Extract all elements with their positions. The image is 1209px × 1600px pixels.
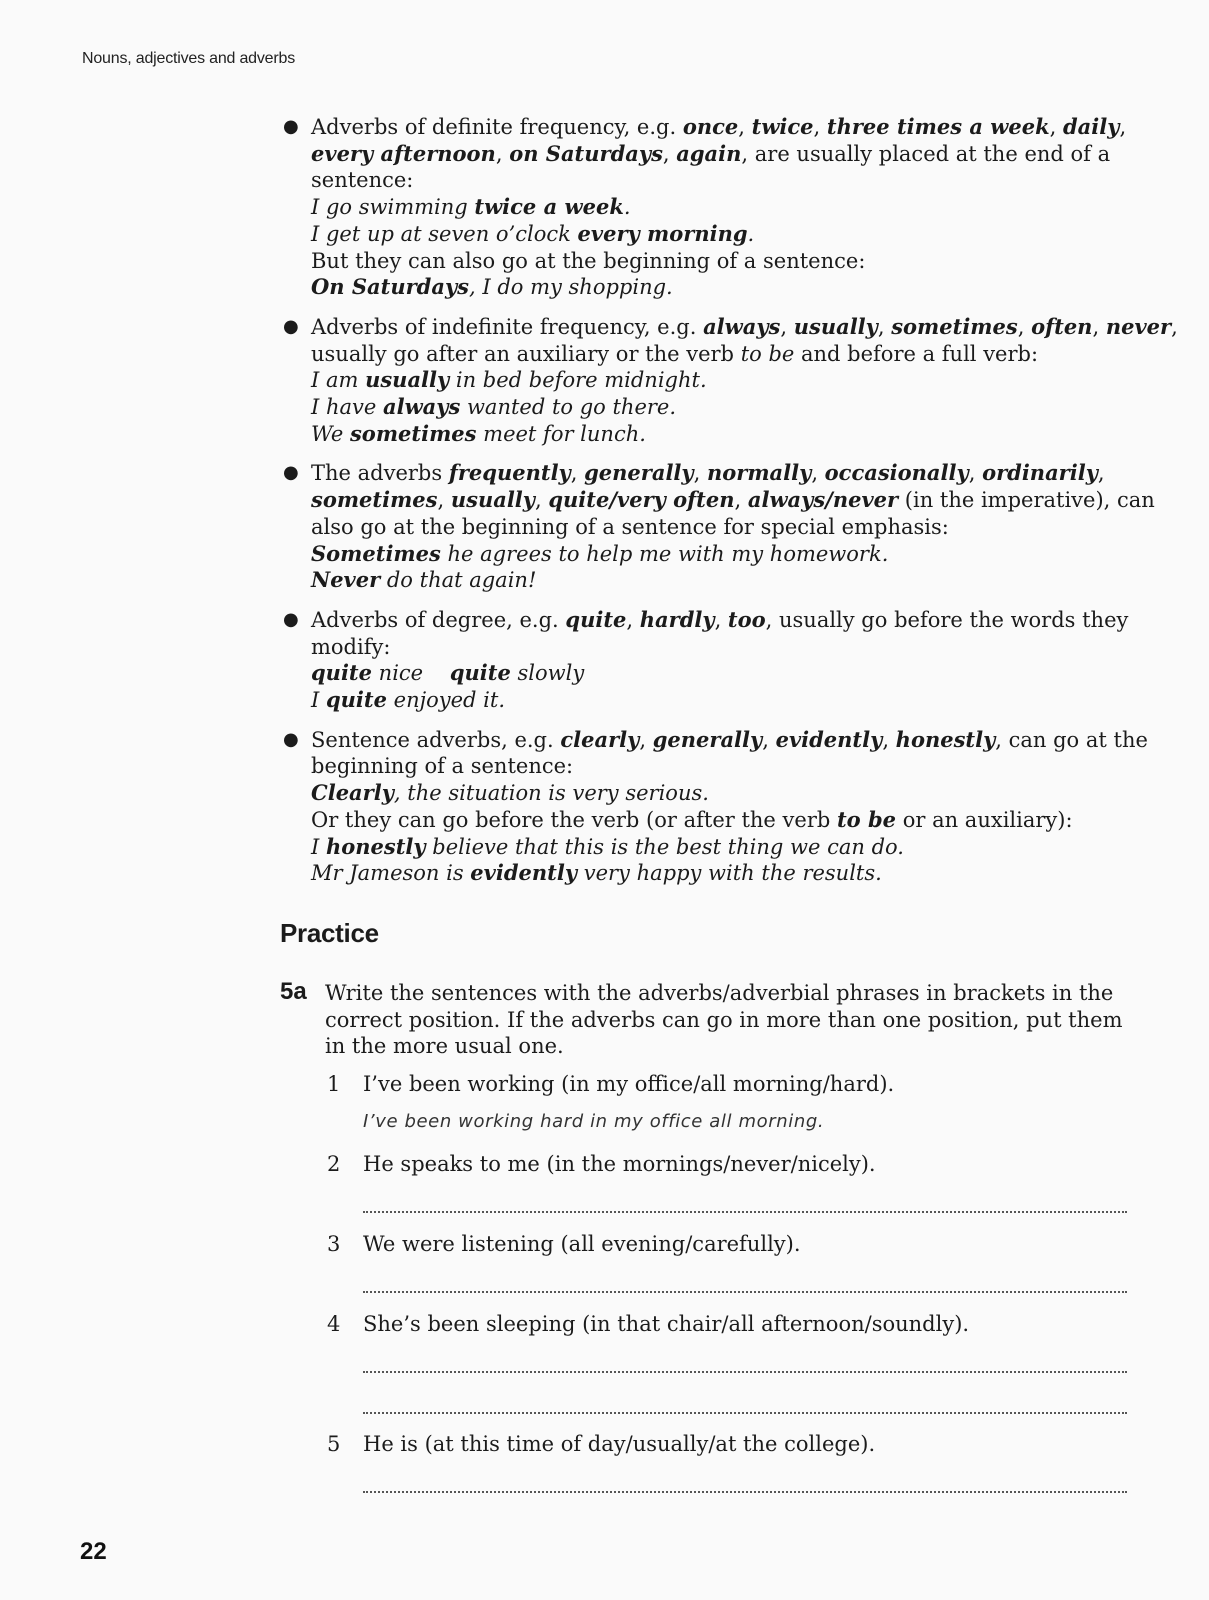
rule-text: Or they can go before the verb (or after the verb <box>311 807 837 832</box>
emphasis-text: quite <box>449 660 511 686</box>
emphasis-text: occasionally <box>824 460 969 486</box>
emphasis-text: always <box>703 313 781 339</box>
answer-line[interactable] <box>363 1211 1127 1213</box>
emphasis-text: normally <box>706 460 812 486</box>
answer-line[interactable] <box>363 1412 1127 1414</box>
emphasis-text: sometimes <box>311 487 438 513</box>
rule-text: wanted to go there. <box>460 395 677 420</box>
rule-line <box>311 753 1163 780</box>
rule-text: We <box>311 421 350 446</box>
rule-text: meet for lunch. <box>476 421 646 446</box>
emphasis-text: ordinarily <box>982 460 1098 486</box>
rule-text: , <box>639 727 653 752</box>
rule-text: I <box>311 688 326 713</box>
rule-line <box>311 341 1163 368</box>
rule-text: slowly <box>510 661 585 686</box>
rule-text: to be <box>740 341 795 366</box>
answer-line[interactable] <box>363 1291 1127 1293</box>
rule-line <box>311 274 1163 301</box>
rule-text: , <box>1119 115 1127 139</box>
rule-line <box>311 514 1163 541</box>
emphasis-text: on Saturdays <box>509 140 663 166</box>
emphasis-text: On Saturdays <box>311 274 469 300</box>
rule-line <box>311 421 1163 448</box>
rule-text: he agrees to help me with my homework. <box>440 541 889 566</box>
rule-line <box>311 141 1163 168</box>
exercise-label: 5a <box>280 978 307 1005</box>
rule-text: , <box>437 488 451 513</box>
rule-text: , can go at the <box>995 727 1148 752</box>
emphasis-text: often <box>1031 313 1093 339</box>
rule-text: Adverbs of indefinite frequency, e.g. <box>311 314 704 339</box>
rule-line <box>311 313 1178 341</box>
emphasis-text: twice a week <box>474 194 624 220</box>
bullet-icon: ● <box>283 728 299 750</box>
rule-line <box>311 248 1163 275</box>
item-prompt: He speaks to me (in the mornings/never/nicely). <box>363 1152 876 1176</box>
emphasis-text: once <box>682 114 739 139</box>
rule-text: enjoyed it. <box>386 688 506 713</box>
rule-item <box>283 727 1163 887</box>
emphasis-text: always/never <box>747 487 899 513</box>
rule-text: Adverbs of definite frequency, e.g. <box>311 115 683 139</box>
rule-text: I am <box>311 368 366 393</box>
practice-heading: Practice <box>280 918 379 948</box>
emphasis-text: quite/very often <box>548 487 735 513</box>
rule-text: , <box>968 461 983 486</box>
rule-text: I have <box>311 395 383 420</box>
emphasis-text: hardly <box>639 606 715 632</box>
rule-text: nice <box>372 661 450 686</box>
emphasis-text: generally <box>584 460 694 486</box>
rule-line <box>311 607 1163 634</box>
rule-line <box>311 834 1163 861</box>
emphasis-text: clearly <box>560 726 640 752</box>
bullet-icon: ● <box>283 608 299 630</box>
rule-text: But they can also go at the beginning of a sentence: <box>311 248 866 273</box>
bullet-icon: ● <box>283 315 299 337</box>
rule-text: . <box>623 195 631 220</box>
rule-line <box>311 860 1163 887</box>
rule-text: . <box>747 221 755 246</box>
emphasis-text: sometimes <box>349 420 477 446</box>
rule-item <box>283 460 1163 594</box>
rule-text: , <box>570 461 585 486</box>
item-number: 4 <box>327 1312 341 1336</box>
rule-text: , <box>534 488 549 513</box>
rule-text: , <box>1017 314 1032 339</box>
rule-line <box>311 687 1163 714</box>
rule-text: , <box>693 461 707 486</box>
rule-text: very happy with the results. <box>577 861 882 886</box>
item-number: 3 <box>327 1232 341 1256</box>
rule-line <box>311 541 1163 568</box>
rule-text: , <box>1097 461 1105 486</box>
rule-text: , <box>780 314 794 339</box>
emphasis-text: usually <box>450 487 535 513</box>
rule-line <box>311 660 1163 687</box>
rule-line <box>311 221 1163 248</box>
emphasis-text: always <box>382 394 461 420</box>
page-number: 22 <box>80 1538 107 1565</box>
rule-text: , <box>662 141 677 166</box>
rule-text: , <box>877 314 892 339</box>
emphasis-text: again <box>676 140 742 166</box>
rule-line <box>311 194 1163 221</box>
answer-line[interactable] <box>363 1371 1127 1373</box>
emphasis-text: evidently <box>470 860 578 886</box>
rule-text: , <box>734 488 748 513</box>
emphasis-text: evidently <box>775 726 883 752</box>
rule-line <box>311 567 1163 594</box>
emphasis-text: sometimes <box>891 313 1018 339</box>
rule-line <box>311 727 1163 754</box>
rule-text: , <box>1092 314 1106 339</box>
rule-text: , <box>626 607 640 632</box>
emphasis-text: honestly <box>325 833 426 859</box>
rule-item <box>283 114 1163 301</box>
example-answer: I’ve been working hard in my office all morning. <box>363 1111 825 1132</box>
answer-line[interactable] <box>363 1491 1127 1493</box>
item-prompt: He is (at this time of day/usually/at the college). <box>363 1432 876 1456</box>
rule-text: , I do my shopping. <box>469 275 673 300</box>
emphasis-text: quite <box>311 660 372 686</box>
item-prompt: We were listening (all evening/carefully). <box>363 1232 801 1256</box>
emphasis-text: twice <box>751 114 814 139</box>
emphasis-text: three times a week <box>826 114 1050 139</box>
rule-text: , <box>813 115 827 139</box>
item-number: 2 <box>327 1152 341 1176</box>
rule-text: beginning of a sentence: <box>311 754 574 779</box>
emphasis-text: Sometimes <box>311 540 441 566</box>
bullet-icon: ● <box>283 116 299 137</box>
rule-text: I go swimming <box>311 195 475 220</box>
rule-text: , <box>1171 314 1178 339</box>
emphasis-text: to be <box>836 806 897 832</box>
emphasis-text: daily <box>1062 114 1120 139</box>
emphasis-text: every morning <box>577 220 748 246</box>
rule-line <box>311 367 1163 394</box>
emphasis-text: usually <box>793 313 878 339</box>
rule-text: , <box>1049 115 1063 139</box>
rule-text: believe that this is the best thing we can do. <box>425 834 904 859</box>
instructions-line: correct position. If the adverbs can go in more than one position, put them <box>325 1007 1123 1032</box>
rule-text: , are usually placed at the end of a <box>741 141 1111 166</box>
emphasis-text: frequently <box>448 460 571 486</box>
rule-item <box>283 607 1163 714</box>
rule-text: modify: <box>311 634 391 659</box>
item-number: 5 <box>327 1432 341 1456</box>
rule-text: I <box>311 834 326 859</box>
rule-line <box>311 780 1163 807</box>
emphasis-text: usually <box>365 367 450 393</box>
rule-text: Sentence adverbs, e.g. <box>311 727 561 752</box>
emphasis-text: Clearly <box>311 780 394 806</box>
rule-text: The adverbs <box>311 461 449 486</box>
rule-text: usually go after an auxiliary or the verb <box>311 341 741 366</box>
emphasis-text: every afternoon <box>311 140 496 166</box>
rule-text: in bed before midnight. <box>449 368 707 393</box>
emphasis-text: too <box>727 606 766 632</box>
rule-line <box>311 167 1163 194</box>
rule-item <box>283 313 1178 448</box>
rule-text: , usually go before the words they <box>765 607 1129 632</box>
item-prompt: I’ve been working (in my office/all morning/hard). <box>363 1072 895 1096</box>
rule-text: and before a full verb: <box>794 341 1039 366</box>
emphasis-text: quite <box>325 687 387 713</box>
rule-text: Mr Jameson is <box>311 861 471 886</box>
rule-text: , <box>738 115 752 139</box>
bullet-icon: ● <box>283 462 299 484</box>
rule-line <box>311 807 1163 834</box>
instructions-line: Write the sentences with the adverbs/adverbial phrases in brackets in the <box>325 981 1114 1005</box>
grammar-rules-list <box>283 114 1178 900</box>
rule-line <box>311 487 1163 514</box>
rule-text: sentence: <box>311 168 414 193</box>
emphasis-text: quite <box>565 606 627 632</box>
rule-text: (in the imperative), can <box>898 488 1155 513</box>
rule-text: , <box>495 141 510 166</box>
exercise-instructions <box>325 980 1155 1060</box>
rule-text: do that again! <box>380 568 537 593</box>
rule-line <box>311 460 1163 487</box>
emphasis-text: generally <box>652 726 763 752</box>
item-number: 1 <box>327 1072 341 1096</box>
rule-text: , the situation is very serious. <box>393 781 709 806</box>
instructions-line: in the more usual one. <box>325 1034 564 1059</box>
rule-line <box>311 114 1163 141</box>
rule-text: I get up at seven o’clock <box>311 221 578 246</box>
rule-line <box>311 634 1163 661</box>
emphasis-text: honestly <box>895 726 996 752</box>
emphasis-text: Never <box>311 567 381 593</box>
rule-text: , <box>882 727 896 752</box>
item-prompt: She’s been sleeping (in that chair/all afternoon/soundly). <box>363 1312 970 1336</box>
running-head: Nouns, adjectives and adverbs <box>82 50 295 67</box>
rule-text: , <box>714 607 728 632</box>
rule-text: or an auxiliary): <box>896 807 1073 832</box>
emphasis-text: never <box>1105 313 1172 339</box>
rule-line <box>311 394 1163 421</box>
rule-text: , <box>762 727 776 752</box>
rule-text: Adverbs of degree, e.g. <box>311 607 566 632</box>
rule-text: , <box>811 461 825 486</box>
rule-text: also go at the beginning of a sentence for special emphasis: <box>311 514 949 539</box>
